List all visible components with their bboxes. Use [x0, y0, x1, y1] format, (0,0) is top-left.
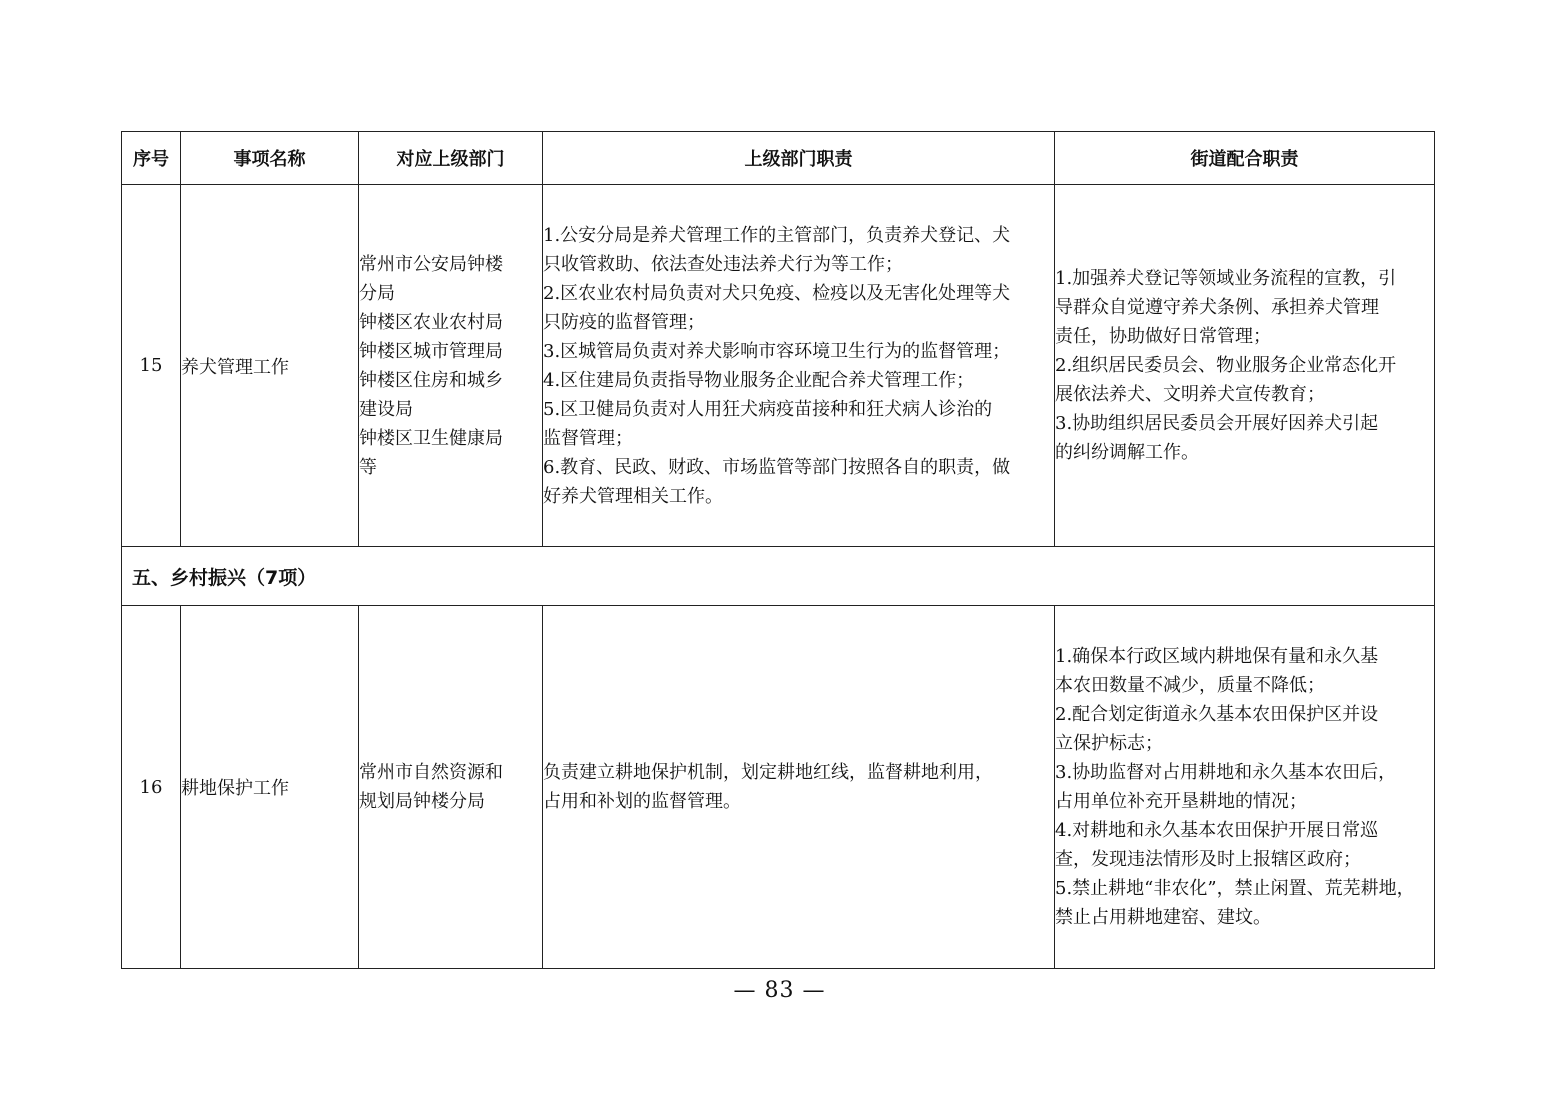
street-duty-line: 2.配合划定街道永久基本农田保护区并设: [1055, 704, 1379, 725]
department-line: 分局: [359, 282, 395, 304]
row-superior-duties: [543, 606, 1055, 969]
street-duty-line: 展依法养犬、文明养犬宣传教育；: [1055, 384, 1325, 405]
row-departments: [359, 606, 543, 969]
row-index: 15: [122, 185, 181, 547]
duty-line: 3.区城管局负责对养犬影响市容环境卫生行为的监督管理；: [543, 340, 1011, 362]
row-item-name: 养犬管理工作: [181, 185, 359, 547]
street-duty-line: 1.确保本行政区域内耕地保有量和永久基: [1055, 646, 1379, 667]
section-title: 五、乡村振兴（7项）: [122, 547, 1435, 606]
header-item-name: 事项名称: [181, 132, 359, 185]
header-superior-department: 对应上级部门: [359, 132, 543, 185]
header-index: 序号: [122, 132, 181, 185]
duty-line: 占用和补划的监督管理。: [543, 791, 741, 812]
duty-line: 2.区农业农村局负责对犬只免疫、检疫以及无害化处理等犬: [543, 282, 1011, 304]
department-line: 钟楼区卫生健康局: [359, 427, 503, 449]
street-duty-line: 5.禁止耕地“非农化”，禁止闲置、荒芜耕地，: [1055, 878, 1415, 899]
duty-line: 5.区卫健局负责对人用狂犬病疫苗接种和狂犬病人诊治的: [543, 398, 993, 420]
department-line: 规划局钟楼分局: [359, 791, 485, 812]
duty-line: 1.公安分局是养犬管理工作的主管部门，负责养犬登记、犬: [543, 224, 1011, 246]
department-line: 等: [359, 456, 377, 478]
row-superior-duties: [543, 185, 1055, 547]
department-line: 钟楼区住房和城乡: [359, 369, 503, 391]
duty-table: [121, 131, 1435, 969]
street-duty-line: 本农田数量不减少，质量不降低；: [1055, 675, 1325, 696]
street-duty-line: 4.对耕地和永久基本农田保护开展日常巡: [1055, 820, 1379, 841]
table-header-row: [122, 132, 1435, 185]
table-row: [122, 185, 1435, 547]
duty-line: 只收管救助、依法查处违法养犬行为等工作；: [543, 253, 903, 275]
row-index: 16: [122, 606, 181, 969]
department-line: 建设局: [359, 398, 413, 420]
table-row: [122, 606, 1435, 969]
street-duty-line: 占用单位补充开垦耕地的情况；: [1055, 791, 1307, 812]
duty-line: 6.教育、民政、财政、市场监管等部门按照各自的职责，做: [543, 456, 1011, 478]
street-duty-line: 查，发现违法情形及时上报辖区政府；: [1055, 849, 1361, 870]
duty-line: 只防疫的监督管理；: [543, 311, 705, 333]
street-duty-line: 3.协助监督对占用耕地和永久基本农田后，: [1055, 762, 1397, 783]
duty-line: 4.区住建局负责指导物业服务企业配合养犬管理工作；: [543, 369, 975, 391]
row-item-name: 耕地保护工作: [181, 606, 359, 969]
header-street-duties: 街道配合职责: [1055, 132, 1435, 185]
row-street-duties: [1055, 185, 1435, 547]
street-duty-line: 立保护标志；: [1055, 733, 1163, 754]
section-row: [122, 547, 1435, 606]
row-street-duties: [1055, 606, 1435, 969]
department-line: 钟楼区城市管理局: [359, 340, 503, 362]
street-duty-line: 责任，协助做好日常管理；: [1055, 326, 1271, 347]
header-superior-duties: 上级部门职责: [543, 132, 1055, 185]
street-duty-line: 的纠纷调解工作。: [1055, 442, 1199, 463]
page-number: — 83 —: [733, 978, 826, 1003]
duty-line: 好养犬管理相关工作。: [543, 485, 723, 507]
department-line: 常州市公安局钟楼: [359, 253, 503, 275]
street-duty-line: 禁止占用耕地建窑、建坟。: [1055, 907, 1271, 928]
department-line: 钟楼区农业农村局: [359, 311, 503, 333]
duty-line: 监督管理；: [543, 427, 633, 449]
street-duty-line: 导群众自觉遵守养犬条例、承担养犬管理: [1055, 297, 1379, 318]
duty-line: 负责建立耕地保护机制，划定耕地红线，监督耕地利用，: [543, 762, 993, 783]
street-duty-line: 3.协助组织居民委员会开展好因养犬引起: [1055, 413, 1379, 434]
row-departments: [359, 185, 543, 547]
street-duty-line: 1.加强养犬登记等领域业务流程的宣教，引: [1055, 268, 1397, 289]
street-duty-line: 2.组织居民委员会、物业服务企业常态化开: [1055, 355, 1397, 376]
department-line: 常州市自然资源和: [359, 762, 503, 783]
